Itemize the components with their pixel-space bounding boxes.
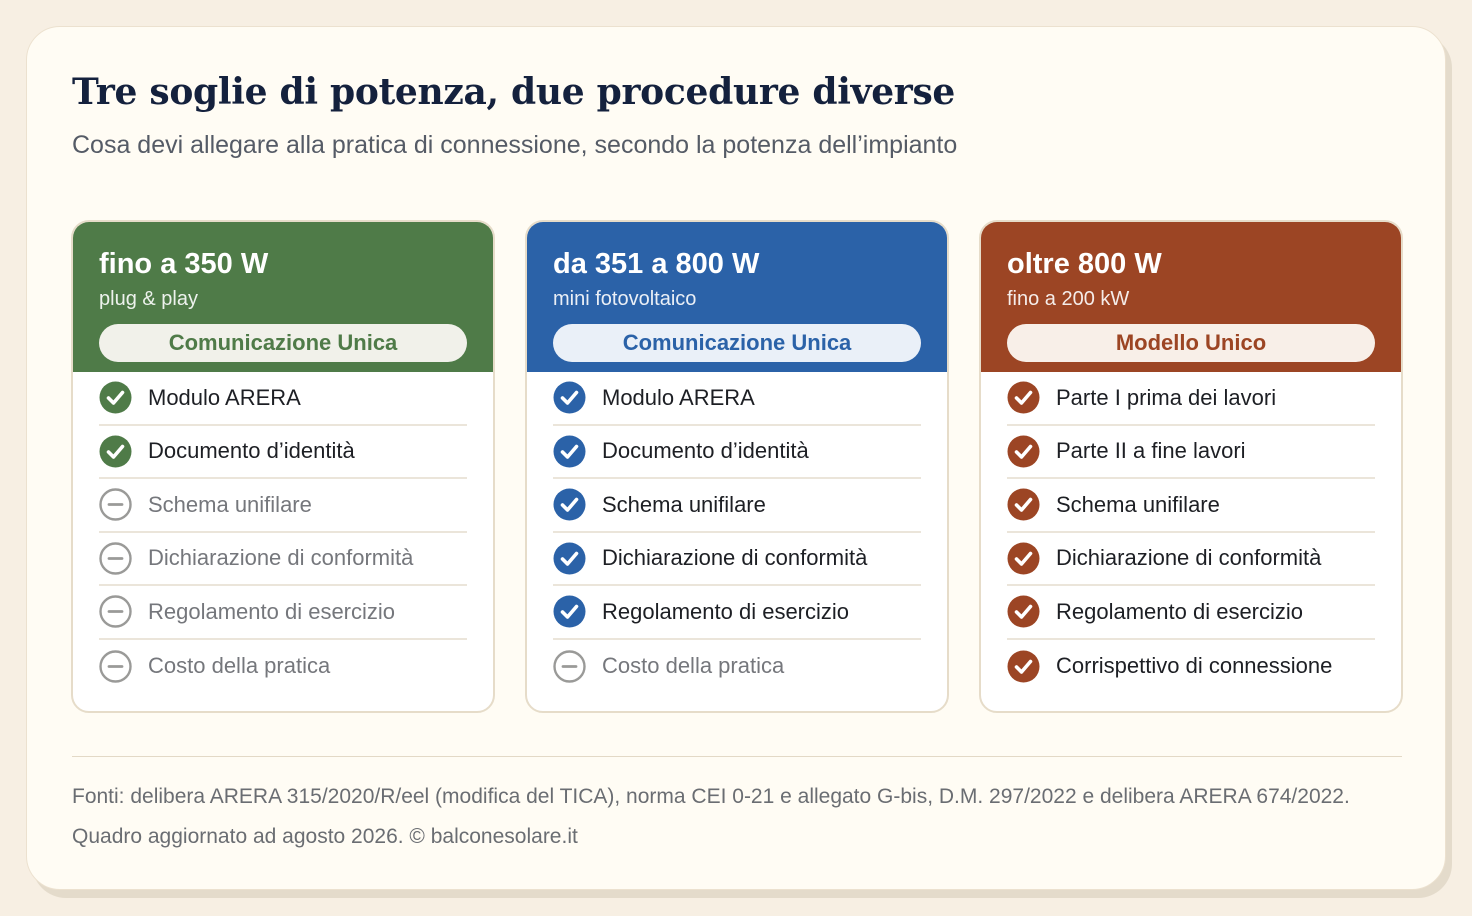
check-icon [1007, 542, 1040, 575]
tier-subtitle: mini fotovoltaico [553, 288, 697, 310]
check-icon [553, 542, 586, 575]
check-icon [1007, 488, 1040, 521]
item-label: Parte II a fine lavori [1056, 438, 1246, 464]
minus-icon [99, 542, 132, 575]
tier-card [525, 220, 949, 713]
list-item [99, 640, 467, 694]
list-item [1007, 640, 1375, 694]
page-subtitle: Cosa devi allegare alla pratica di connessione, secondo la potenza dell’impianto [72, 131, 958, 159]
check-icon [553, 488, 586, 521]
list-item [1007, 533, 1375, 587]
check-icon [1007, 650, 1040, 683]
list-item [99, 533, 467, 587]
document-list [527, 372, 947, 693]
item-label: Costo della pratica [602, 653, 785, 679]
item-label: Parte I prima dei lavori [1056, 384, 1277, 410]
list-item [99, 586, 467, 640]
list-item [553, 640, 921, 694]
item-label: Corrispettivo di connessione [1056, 653, 1333, 679]
item-label: Schema unifilare [148, 491, 312, 517]
item-label: Schema unifilare [602, 491, 766, 517]
item-label: Documento d’identità [602, 438, 809, 464]
footer-divider [72, 756, 1402, 757]
tier-header [981, 222, 1401, 372]
tier-title: fino a 350 W [99, 248, 269, 280]
tier-title: oltre 800 W [1007, 248, 1162, 280]
check-icon [1007, 381, 1040, 414]
minus-icon [99, 650, 132, 683]
infographic-card [26, 26, 1446, 890]
procedure-badge: Comunicazione Unica [99, 324, 467, 362]
tier-header [73, 222, 493, 372]
tier-card [979, 220, 1403, 713]
list-item [1007, 426, 1375, 480]
item-label: Regolamento di esercizio [148, 598, 396, 624]
tier-title: da 351 a 800 W [553, 248, 760, 280]
item-label: Documento d’identità [148, 438, 355, 464]
tier-subtitle: fino a 200 kW [1007, 288, 1130, 310]
document-list [981, 372, 1401, 693]
list-item [99, 372, 467, 426]
item-label: Modulo ARERA [148, 384, 301, 410]
sources-footer: Fonti: delibera ARERA 315/2020/R/eel (modifica del TICA), norma CEI 0-21 e allegato G-bis, D.M. 297/2022 e delibera ARERA 674/2022. Quadro aggiornato ad agosto 2026. © balconesolare.it [72, 785, 1350, 848]
check-icon [553, 381, 586, 414]
list-item [553, 586, 921, 640]
tier-subtitle: plug & play [99, 288, 198, 310]
check-icon [99, 435, 132, 468]
list-item [553, 426, 921, 480]
list-item [1007, 372, 1375, 426]
minus-icon [99, 488, 132, 521]
item-label: Modulo ARERA [602, 384, 755, 410]
procedure-badge: Comunicazione Unica [553, 324, 921, 362]
list-item [553, 479, 921, 533]
minus-icon [553, 650, 586, 683]
check-icon [99, 381, 132, 414]
item-label: Schema unifilare [1056, 491, 1220, 517]
check-icon [553, 595, 586, 628]
procedure-badge: Modello Unico [1007, 324, 1375, 362]
list-item [1007, 479, 1375, 533]
tier-header [527, 222, 947, 372]
document-list [73, 372, 493, 693]
item-label: Dichiarazione di conformità [602, 545, 868, 571]
page-title: Tre soglie di potenza, due procedure diverse [72, 71, 956, 113]
item-label: Regolamento di esercizio [602, 598, 850, 624]
item-label: Costo della pratica [148, 653, 331, 679]
list-item [553, 533, 921, 587]
check-icon [553, 435, 586, 468]
check-icon [1007, 435, 1040, 468]
list-item [553, 372, 921, 426]
item-label: Dichiarazione di conformità [1056, 545, 1322, 571]
check-icon [1007, 595, 1040, 628]
minus-icon [99, 595, 132, 628]
list-item [1007, 586, 1375, 640]
item-label: Dichiarazione di conformità [148, 545, 414, 571]
tier-card [71, 220, 495, 713]
list-item [99, 426, 467, 480]
list-item [99, 479, 467, 533]
item-label: Regolamento di esercizio [1056, 598, 1304, 624]
